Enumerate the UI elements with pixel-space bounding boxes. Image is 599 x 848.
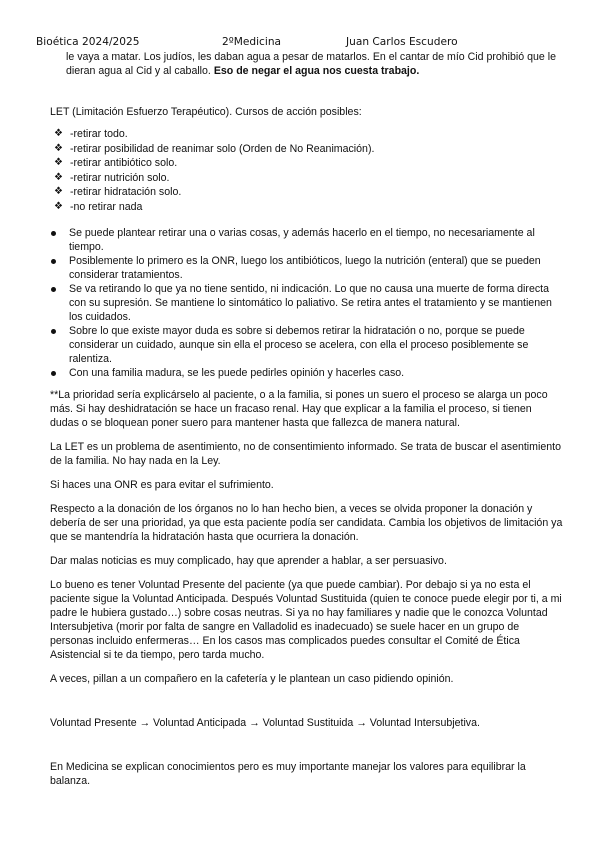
document-body: [50, 50, 563, 788]
diamond-bullet-icon: ❖: [54, 142, 63, 154]
option-item: ❖ -retirar antibiótico solo.: [54, 157, 178, 169]
bad-news-paragraph: Dar malas noticias es muy complicado, hay que aprender a hablar, a ser persuasivo.: [50, 555, 447, 567]
intro-text: le vaya a matar. Los judíos, les daban agua a pesar de matarlos. En el cantar de mío Cid prohibió que le dieran agua al Cid y al caballo.: [66, 51, 556, 77]
bullet-list: [50, 226, 563, 380]
bullet-item: Con una familia madura, se les puede pedirles opinión y hacerles caso.: [50, 366, 563, 380]
bullet-dot-icon: [51, 371, 56, 376]
let-heading: LET (Limitación Esfuerzo Terapéutico). Cursos de acción posibles:: [50, 106, 362, 118]
option-item: ❖ -retirar todo.: [54, 128, 128, 140]
cafeteria-paragraph: A veces, pillan a un compañero en la cafetería y le plantean un caso pidiendo opinión.: [50, 673, 454, 685]
option-item: ❖ -retirar posibilidad de reanimar solo (Orden de No Reanimación).: [54, 142, 375, 155]
diamond-bullet-icon: ❖: [54, 186, 63, 197]
diamond-bullet-icon: ❖: [54, 157, 63, 168]
option-item: ❖ -retirar hidratación solo.: [54, 186, 182, 198]
bullet-dot-icon: [51, 231, 56, 236]
header-author: Juan Carlos Escudero: [346, 36, 458, 48]
diamond-bullet-icon: ❖: [54, 128, 63, 139]
options-list: [50, 127, 563, 214]
bullet-dot-icon: [51, 259, 56, 264]
header-course: Bioética 2024/2025: [36, 36, 140, 48]
onr-paragraph: Si haces una ONR es para evitar el sufrimiento.: [50, 479, 274, 491]
priority-paragraph: **La prioridad sería explicárselo al paciente, o a la familia, si pones un suero el proceso se alarga un poco más. Si hay deshidratación se hace un fracaso renal. Hay que explicar a la familia el proceso, si tienen dudas o se bloquean poner suero para mantener hasta que fallezca de manera natural.: [50, 389, 548, 429]
bullet-item: Posiblemente lo primero es la ONR, luego los antibióticos, luego la nutrición (enteral) que se pueden considerar tratamientos.: [50, 254, 563, 282]
bullet-item: Sobre lo que existe mayor duda es sobre si debemos retirar la hidratación o no, porque se puede considerar un cuidado, aunque sin ella el proceso se acelera, con ella el proceso posiblemente se ralentiza.: [50, 324, 563, 366]
donation-paragraph: Respecto a la donación de los órganos no lo han hecho bien, a veces se olvida proponer la donación y debería de ser una prioridad, ya que esta paciente podía ser candidata. Cambia los objetivos de limitación ya que se mantendría la hidratación hasta que ocurriera la donación.: [50, 503, 563, 543]
bullet-item: Se puede plantear retirar una o varias cosas, y además hacerlo en el tiempo, no necesariamente al tiempo.: [50, 226, 563, 254]
option-item: ❖ -no retirar nada: [54, 200, 143, 213]
header-year: 2ºMedicina: [222, 36, 282, 48]
bullet-item: Se va retirando lo que ya no tiene sentido, ni indicación. Lo que no causa una muerte de forma directa con su supresión. Se mantiene lo sintomático lo paliativo. Se retira antes el tratamiento y se mantienen los cuidados.: [50, 282, 563, 324]
voluntad-chain: Voluntad Presente → Voluntad Anticipada → Voluntad Sustituida → Voluntad Intersubjetiva.: [50, 717, 480, 729]
bullet-dot-icon: [51, 287, 56, 292]
voluntad-paragraph: Lo bueno es tener Voluntad Presente del paciente (ya que puede cambiar). Por debajo si ya no esta el paciente sigue la Voluntad Anticipada. Después Voluntad Sustituida (quien te conoce puede elegir por ti, a mi padre le hubiera gustado…) sobre cosas neutras. Si ya no hay familiares y nadie que le conozca Voluntad Intersubjetiva (morir por falta de sangre en Valladolid es inadecuado) se suele hacer en un grupo de personas incluido enfermeras… En los casos mas complicados puedes consultar el Comité de Ética Asistencial si te da tiempo, pero tarda mucho.: [50, 579, 562, 661]
bullet-dot-icon: [51, 329, 56, 334]
intro-paragraph: [50, 50, 563, 78]
page-header: [36, 36, 576, 50]
option-item: ❖ -retirar nutrición solo.: [54, 171, 170, 184]
final-paragraph: En Medicina se explican conocimientos pero es muy importante manejar los valores para equilibrar la balanza.: [50, 761, 526, 787]
let-assent-paragraph: La LET es un problema de asentimiento, no de consentimiento informado. Se trata de buscar el asentimiento de la familia. No hay nada en la Ley.: [50, 441, 561, 467]
intro-bold: Eso de negar el agua nos cuesta trabajo.: [213, 65, 420, 77]
diamond-bullet-icon: ❖: [54, 200, 63, 212]
diamond-bullet-icon: ❖: [54, 171, 63, 183]
